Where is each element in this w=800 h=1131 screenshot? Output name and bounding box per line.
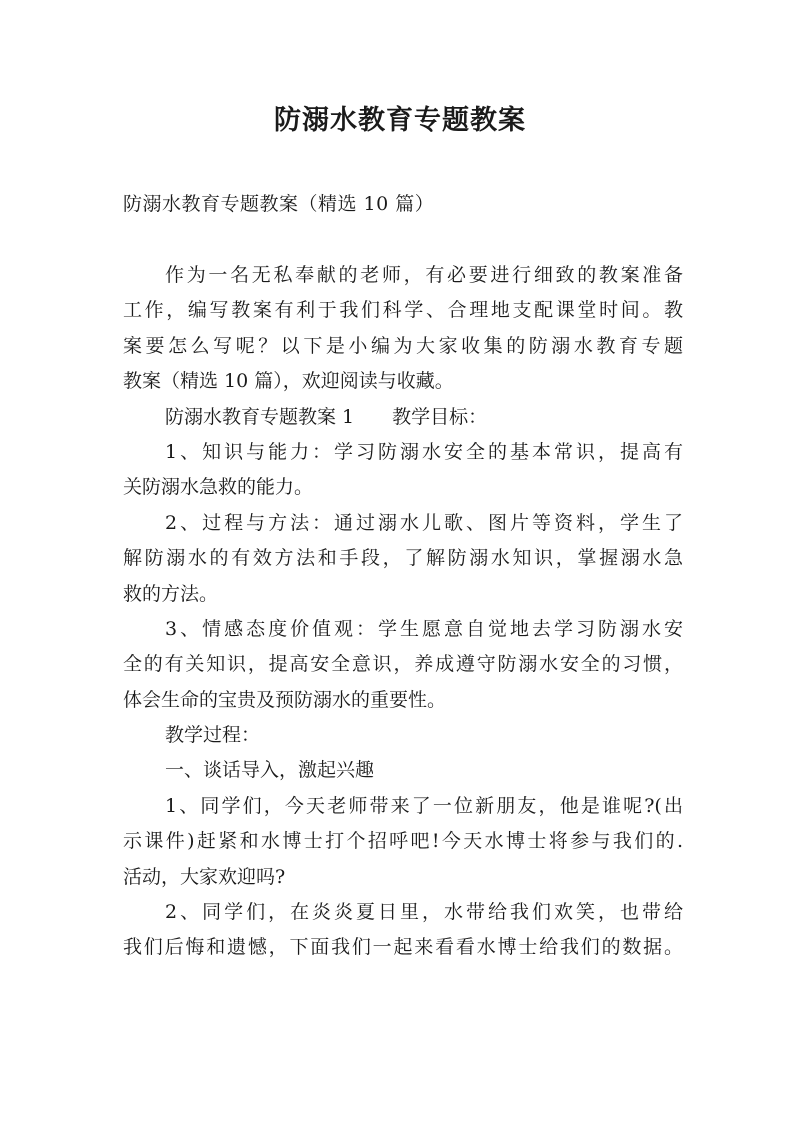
body-line: 关防溺水急救的能力。 [123,476,314,499]
document-title: 防溺水教育专题教案 [274,105,526,136]
body-line: 防溺水教育专题教案 1 教学目标： [165,405,488,428]
body-line: 3、情感态度价值观：学生愿意自觉地去学习防溺水安 [165,617,683,640]
body-line: 活动，大家欢迎吗? [123,865,286,888]
document-body [123,258,683,966]
body-line: 案要怎么写呢？以下是小编为大家收集的防溺水教育专题 [123,334,683,357]
body-line: 体会生命的宝贵及预防溺水的重要性。 [123,688,447,711]
body-line: 1、知识与能力：学习防溺水安全的基本常识，提高有 [165,440,683,463]
body-line: 示课件)赶紧和水博士打个招呼吧!今天水博士将参与我们的. [123,830,683,853]
body-line: 2、同学们，在炎炎夏日里，水带给我们欢笑，也带给 [165,901,683,924]
body-line: 一、谈话导入，激起兴趣 [165,759,375,782]
body-line: 工作，编写教案有利于我们科学、合理地支配课堂时间。教 [123,299,683,322]
body-line: 2、过程与方法：通过溺水儿歌、图片等资料，学生了 [165,511,683,534]
body-line: 1、同学们，今天老师带来了一位新朋友，他是谁呢?(出 [165,794,683,817]
body-line: 全的有关知识，提高安全意识，养成遵守防溺水安全的习惯， [123,653,683,676]
body-line: 解防溺水的有效方法和手段，了解防溺水知识，掌握溺水急 [123,547,683,570]
document-subtitle: 防溺水教育专题教案（精选 10 篇） [123,193,435,215]
body-line: 作为一名无私奉献的老师，有必要进行细致的教案准备 [165,264,683,286]
body-line: 教案（精选 10 篇），欢迎阅读与收藏。 [123,370,454,393]
body-line: 我们后悔和遗憾，下面我们一起来看看水博士给我们的数据。 [123,936,683,959]
body-line: 救的方法。 [123,582,219,605]
body-line: 教学过程： [165,724,261,747]
